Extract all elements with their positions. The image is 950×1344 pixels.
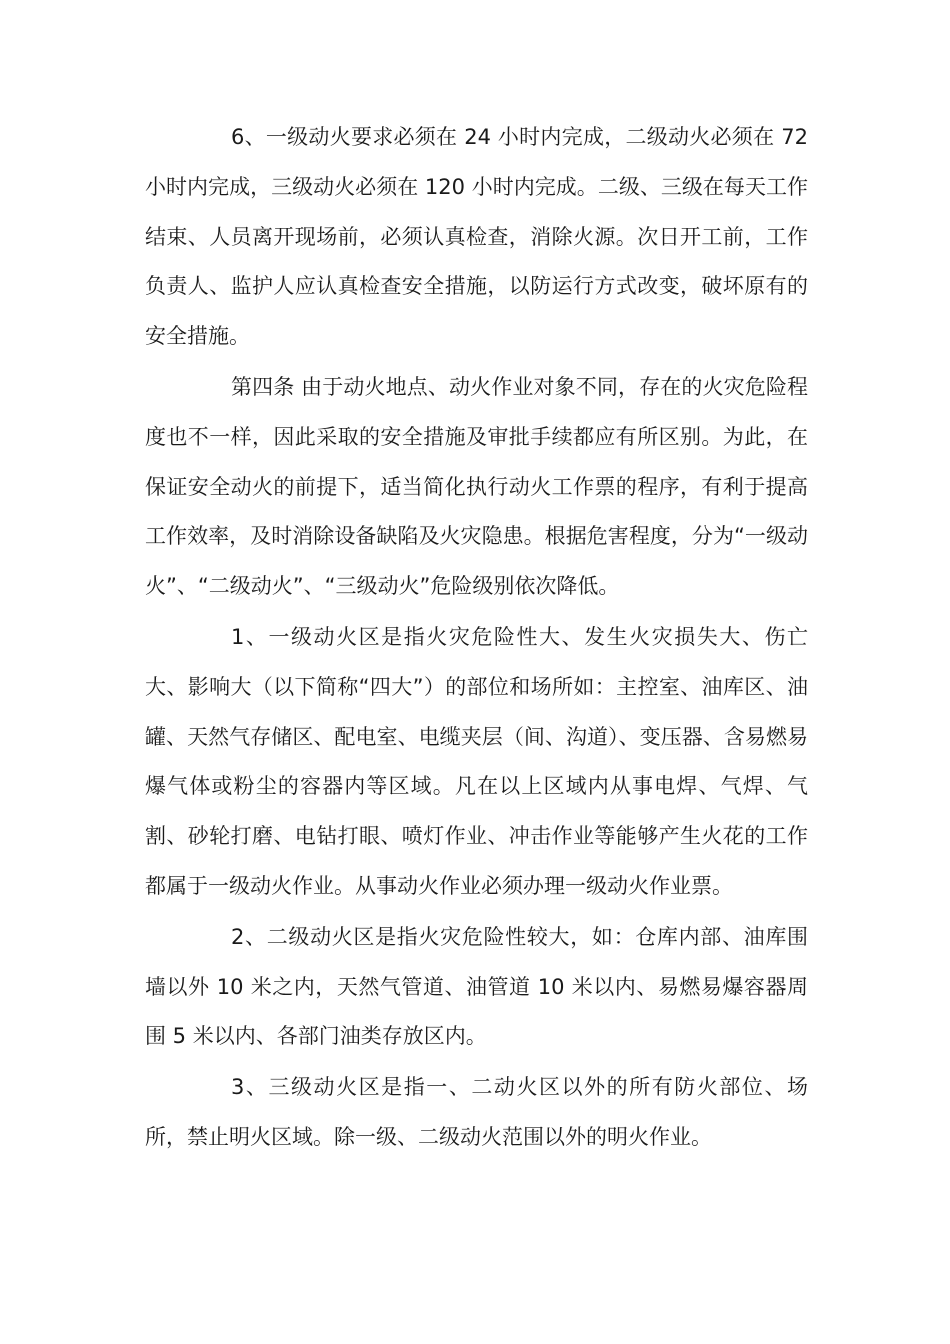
paragraph-level-three-zone: 3、三级动火区是指一、二动火区以外的所有防火部位、场所，禁止明火区域。除一级、二级动火范围以外的明火作业。	[145, 1075, 808, 1149]
paragraph-article-four: 第四条 由于动火地点、动火作业对象不同，存在的火灾危险程度也不一样，因此采取的安全措施及审批手续都应有所区别。为此，在保证安全动火的前提下，适当简化执行动火工作票的程序，有利于提高工作效率，及时消除设备缺陷及火灾隐患。根据危害程度，分为“一级动火”、“二级动火”、“三级动火”危险级别依次降低。	[145, 374, 808, 599]
paragraph-level-one-zone: 1、一级动火区是指火灾危险性大、发生火灾损失大、伤亡大、影响大（以下简称“四大”）的部位和场所如：主控室、油库区、油罐、天然气存储区、配电室、电缆夹层（间、沟道）、变压器、含易燃易爆气体或粉尘的容器内等区域。凡在以上区域内从事电焊、气焊、气割、砂轮打磨、电钻打眼、喷灯作业、冲击作业等能够产生火花的工作都属于一级动火作业。从事动火作业必须办理一级动火作业票。	[145, 624, 808, 898]
paragraph-level-two-zone: 2、二级动火区是指火灾危险性较大，如：仓库内部、油库围墙以外 10 米之内，天然气管道、油管道 10 米以内、易燃易爆容器周围 5 米以内、各部门油类存放区内。	[145, 924, 808, 1049]
document-body	[145, 113, 808, 1163]
paragraph-time-limits: 6、一级动火要求必须在 24 小时内完成，二级动火必须在 72 小时内完成，三级动火必须在 120 小时内完成。二级、三级在每天工作结束、人员离开现场前，必须认真检查，消除火源。次日开工前，工作负责人、监护人应认真检查安全措施，以防运行方式改变，破坏原有的安全措施。	[145, 125, 808, 349]
